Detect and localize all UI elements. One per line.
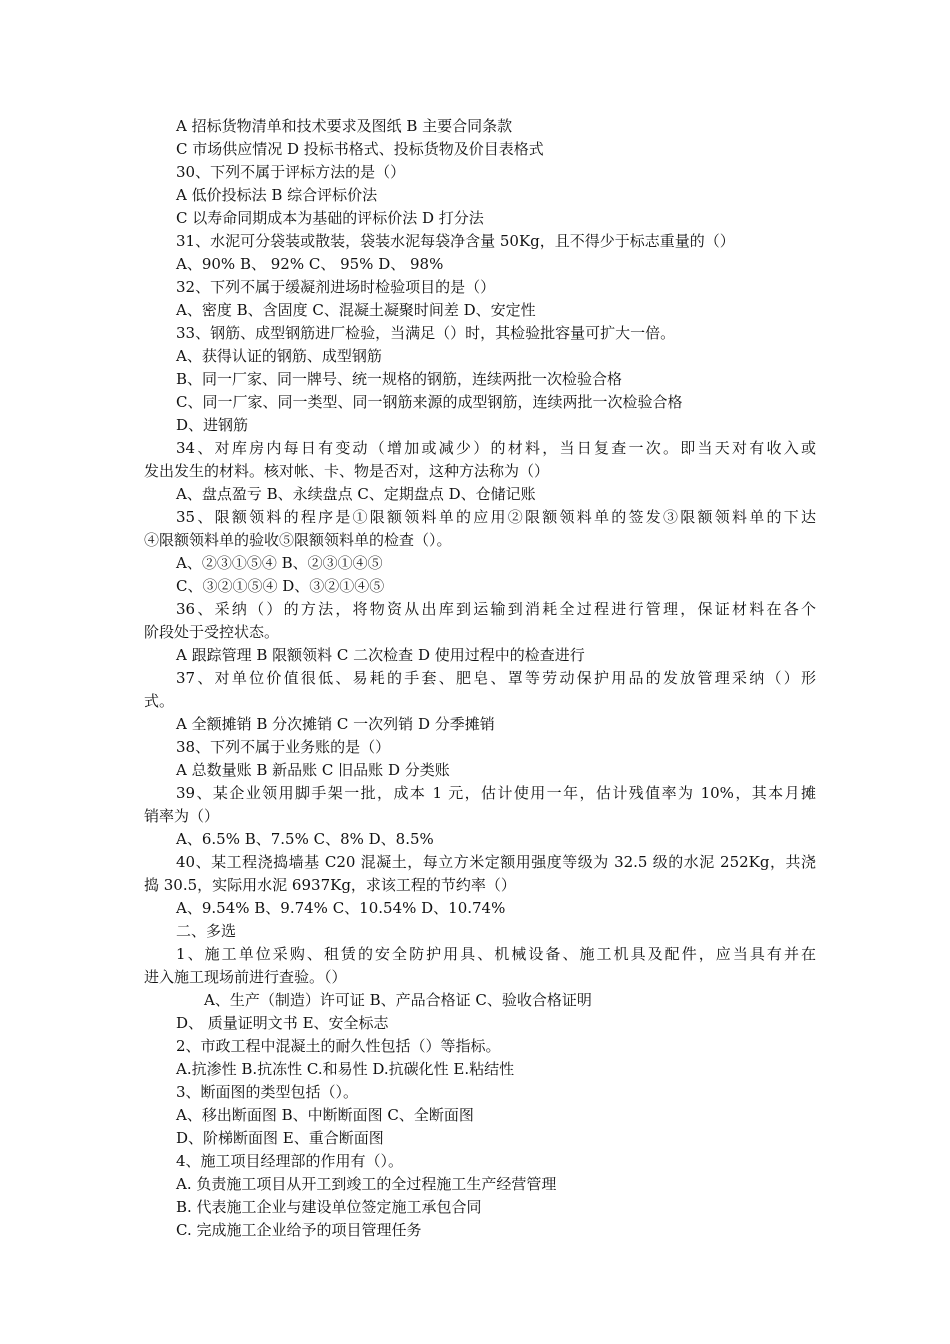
text-line: A 招标货物清单和技术要求及图纸 B 主要合同条款 <box>176 117 513 135</box>
text-line: 捣 30.5，实际用水泥 6937Kg，求该工程的节约率（） <box>144 876 516 894</box>
text-line: 进入施工现场前进行查验。（） <box>144 968 347 986</box>
text-line: A 全额摊销 B 分次摊销 C 一次列销 D 分季摊销 <box>176 715 495 733</box>
text-line: ④限额领料单的验收⑤限额领料单的检查（）。 <box>144 531 452 549</box>
text-line: 发出发生的材料。核对帐、卡、物是否对，这种方法称为（） <box>144 462 550 480</box>
text-line: A 跟踪管理 B 限额领料 C 二次检查 D 使用过程中的检查进行 <box>176 646 585 664</box>
text-line: C 市场供应情况 D 投标书格式、投标货物及价目表格式 <box>176 140 544 158</box>
text-line: A、获得认证的钢筋、成型钢筋 <box>176 347 382 365</box>
question-line: 34、对库房内每日有变动（增加或减少）的材料，当日复查一次。即当天对有收入或 <box>176 439 816 457</box>
question-line: 2、市政工程中混凝土的耐久性包括（）等指标。 <box>176 1037 501 1055</box>
text-line: C. 完成施工企业给予的项目管理任务 <box>176 1221 422 1239</box>
question-line: 30、下列不属于评标方法的是（） <box>176 163 406 181</box>
text-line: B. 代表施工企业与建设单位签定施工承包合同 <box>176 1198 482 1216</box>
text-line: A、移出断面图 B、中断断面图 C、全断面图 <box>176 1106 474 1124</box>
question-line: 3、断面图的类型包括（）。 <box>176 1083 359 1101</box>
question-line: 36、采纳（）的方法，将物资从出库到运输到消耗全过程进行管理，保证材料在各个 <box>176 600 816 618</box>
text-line: A、②③①⑤④ B、②③①④⑤ <box>176 554 383 572</box>
question-line: 1、施工单位采购、租赁的安全防护用具、机械设备、施工机具及配件，应当具有并在 <box>176 945 816 963</box>
text-line: D、 质量证明文书 E、安全标志 <box>176 1014 389 1032</box>
text-line: A、生产（制造）许可证 B、产品合格证 C、验收合格证明 <box>204 991 592 1009</box>
text-line: 式。 <box>144 692 175 710</box>
question-line: 40、某工程浇捣墙基 C20 混凝土，每立方米定额用强度等级为 32.5 级的水泥 252Kg，共浇 <box>176 853 816 871</box>
text-line: A 低价投标法 B 综合评标价法 <box>176 186 378 204</box>
text-line: A、9.54% B、9.74% C、10.54% D、10.74% <box>176 899 506 917</box>
text-line: C 以寿命同期成本为基础的评标价法 D 打分法 <box>176 209 484 227</box>
text-line: B、同一厂家、同一牌号、统一规格的钢筋，连续两批一次检验合格 <box>176 370 623 388</box>
text-line: A. 负责施工项目从开工到竣工的全过程施工生产经营管理 <box>176 1175 557 1193</box>
text-line: D、阶梯断面图 E、重合断面图 <box>176 1129 384 1147</box>
section-heading: 二、多选 <box>176 922 237 940</box>
question-line: 37、对单位价值很低、易耗的手套、肥皂、罩等劳动保护用品的发放管理采纳（）形 <box>176 669 816 687</box>
text-line: C、同一厂家、同一类型、同一钢筋来源的成型钢筋，连续两批一次检验合格 <box>176 393 683 411</box>
text-line: A、6.5% B、7.5% C、8% D、8.5% <box>176 830 434 848</box>
question-line: 38、下列不属于业务账的是（） <box>176 738 391 756</box>
text-line: D、进钢筋 <box>176 416 249 434</box>
question-line: 33、钢筋、成型钢筋进厂检验，当满足（）时，其检验批容量可扩大一倍。 <box>176 324 676 342</box>
question-line: 39、某企业领用脚手架一批，成本 1 元，估计使用一年，估计残值率为 10%，其本月摊 <box>176 784 816 802</box>
text-line: A 总数量账 B 新品账 C 旧品账 D 分类账 <box>176 761 450 779</box>
text-line: C、③②①⑤④ D、③②①④⑤ <box>176 577 385 595</box>
text-line: 阶段处于受控状态。 <box>144 623 280 641</box>
text-line: 销率为（） <box>144 807 220 825</box>
question-line: 4、施工项目经理部的作用有（）。 <box>176 1152 404 1170</box>
question-line: 35、限额领料的程序是①限额领料单的应用②限额领料单的签发③限额领料单的下达 <box>176 508 816 526</box>
text-line: A、盘点盈亏 B、永续盘点 C、定期盘点 D、仓储记账 <box>176 485 536 503</box>
text-line: A、90% B、 92% C、 95% D、 98% <box>176 255 444 273</box>
question-line: 31、水泥可分袋装或散装，袋装水泥每袋净含量 50Kg，且不得少于标志重量的（） <box>176 232 735 250</box>
text-line: A、密度 B、含固度 C、混凝土凝聚时间差 D、安定性 <box>176 301 536 319</box>
question-line: 32、下列不属于缓凝剂进场时检验项目的是（） <box>176 278 496 296</box>
text-line: A.抗渗性 B.抗冻性 C.和易性 D.抗碳化性 E.粘结性 <box>176 1060 515 1078</box>
